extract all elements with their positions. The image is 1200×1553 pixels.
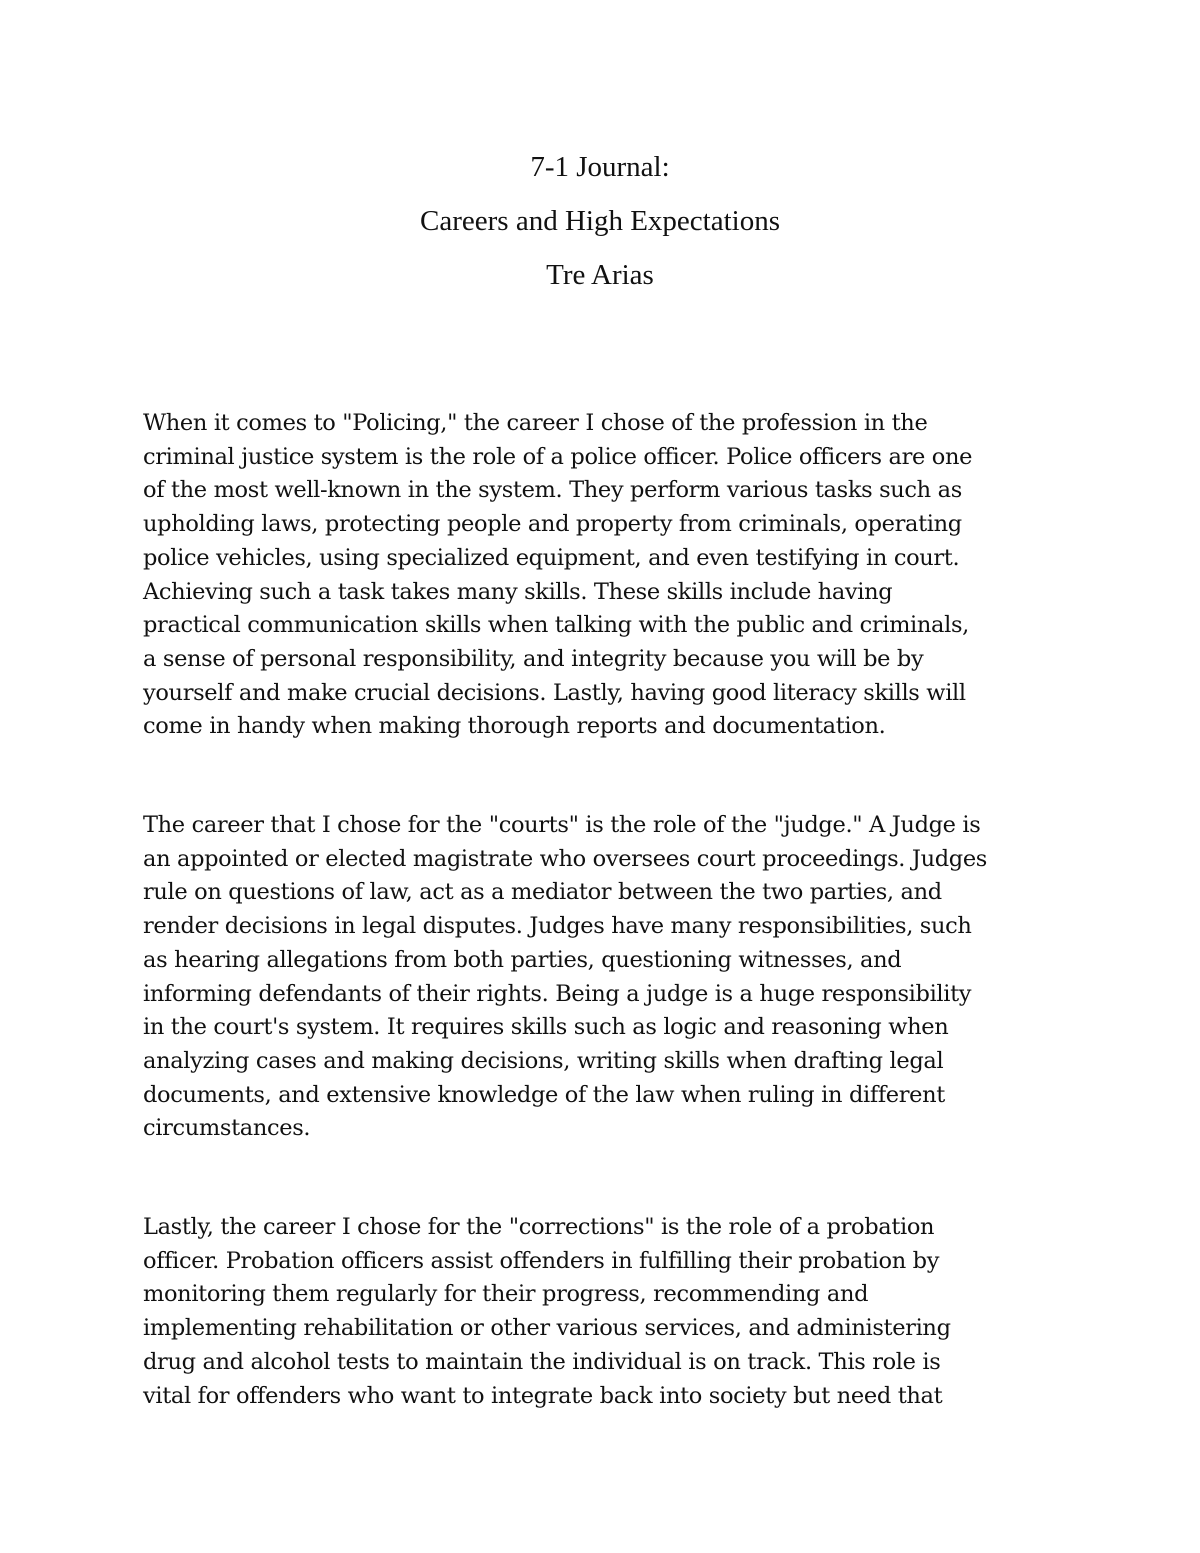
paragraph-line: in the court's system. It requires skills such as logic and reasoning when xyxy=(143,1014,949,1041)
paragraph-line: officer. Probation officers assist offenders in fulfilling their probation by xyxy=(143,1247,940,1274)
paragraph-line: documents, and extensive knowledge of the law when ruling in different xyxy=(143,1081,945,1108)
paragraph-line: render decisions in legal disputes. Judges have many responsibilities, such xyxy=(143,913,972,940)
paragraph-line: Lastly, the career I chose for the "corrections" is the role of a probation xyxy=(143,1214,935,1240)
paragraph-line: a sense of personal responsibility, and integrity because you will be by xyxy=(143,645,924,672)
paragraph-line: drug and alcohol tests to maintain the individual is on track. This role is xyxy=(143,1348,941,1375)
paragraph-corrections xyxy=(143,1211,1073,1413)
paragraph-line: The career that I chose for the "courts" is the role of the "judge." A Judge is xyxy=(143,812,981,838)
paragraph-line: rule on questions of law, act as a mediator between the two parties, and xyxy=(143,879,942,906)
paragraph-line: Achieving such a task takes many skills. These skills include having xyxy=(143,578,893,605)
paragraph-line: yourself and make crucial decisions. Lastly, having good literacy skills will xyxy=(143,679,966,706)
paragraph-line: When it comes to "Policing," the career I chose of the profession in the xyxy=(143,410,928,436)
paragraph-line: informing defendants of their rights. Being a judge is a huge responsibility xyxy=(143,980,972,1007)
paragraph-line: police vehicles, using specialized equipment, and even testifying in court. xyxy=(143,544,960,571)
journal-subtitle: Careers and High Expectations xyxy=(420,205,780,237)
paragraph-line: practical communication skills when talking with the public and criminals, xyxy=(143,612,969,639)
journal-title: 7-1 Journal: xyxy=(530,151,670,183)
paragraph-line: vital for offenders who want to integrate back into society but need that xyxy=(143,1382,943,1409)
paragraph-line: implementing rehabilitation or other various services, and administering xyxy=(143,1315,951,1342)
paragraph-line: upholding laws, protecting people and property from criminals, operating xyxy=(143,511,962,538)
paragraph-line: monitoring them regularly for their progress, recommending and xyxy=(143,1281,869,1308)
paragraph-line: of the most well-known in the system. They perform various tasks such as xyxy=(143,477,962,504)
title-block xyxy=(0,140,1200,302)
paragraph-line: as hearing allegations from both parties, questioning witnesses, and xyxy=(143,946,902,973)
author-name: Tre Arias xyxy=(546,259,654,291)
paragraph-courts xyxy=(143,809,1073,1146)
paragraph-line: an appointed or elected magistrate who oversees court proceedings. Judges xyxy=(143,845,987,872)
paragraph-line: come in handy when making thorough reports and documentation. xyxy=(143,713,886,740)
paragraph-line: analyzing cases and making decisions, writing skills when drafting legal xyxy=(143,1047,944,1074)
paragraph-policing xyxy=(143,407,1073,744)
paragraph-line: circumstances. xyxy=(143,1115,311,1142)
paragraph-line: criminal justice system is the role of a police officer. Police officers are one xyxy=(143,443,973,470)
